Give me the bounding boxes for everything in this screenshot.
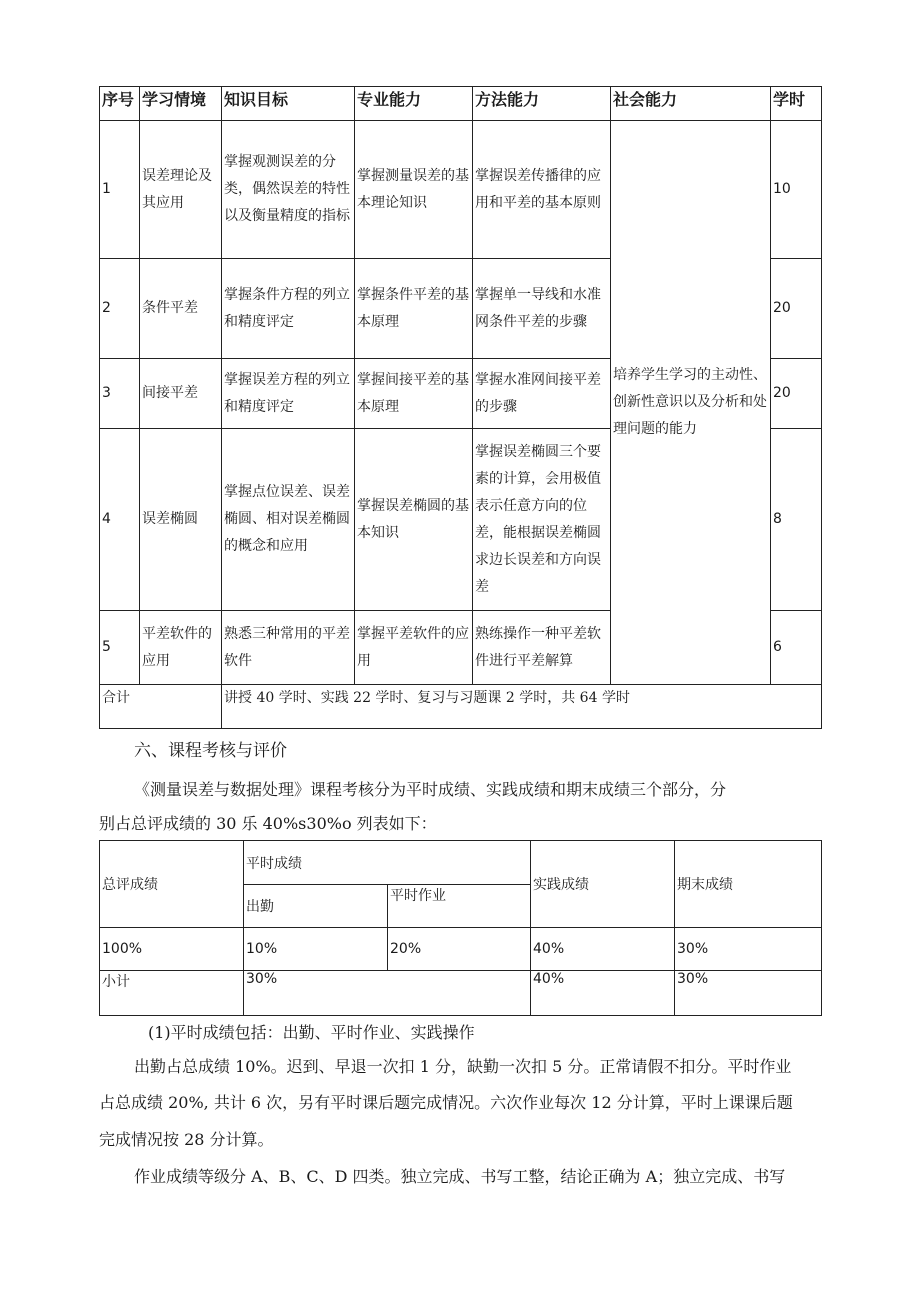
grading-table (99, 840, 822, 1016)
cell-attendance: 10% (244, 928, 388, 971)
row-knowledge: 掌握点位误差、误差椭圆、相对误差椭圆的概念和应用 (222, 429, 355, 611)
final-score-label: 期末成绩 (675, 841, 822, 928)
row-context: 误差理论及其应用 (140, 121, 222, 259)
row-method: 熟练操作一种平差软件进行平差解算 (473, 611, 611, 685)
header-professional: 专业能力 (355, 87, 473, 121)
row-method: 掌握水准网间接平差的步骤 (473, 359, 611, 429)
section-title: 六、课程考核与评价 (134, 741, 287, 761)
header-social: 社会能力 (611, 87, 771, 121)
row-professional: 掌握间接平差的基本原理 (355, 359, 473, 429)
total-score-label: 总评成绩 (100, 841, 244, 928)
header-context: 学习情境 (140, 87, 222, 121)
row-knowledge: 掌握观测误差的分类，偶然误差的特性以及衡量精度的指标 (222, 121, 355, 259)
row-method: 掌握单一导线和水准网条件平差的步骤 (473, 259, 611, 359)
row-context: 误差椭圆 (140, 429, 222, 611)
row-professional: 掌握测量误差的基本理论知识 (355, 121, 473, 259)
paragraph-2-line-2: 占总成绩 20%, 共计 6 次，另有平时课后题完成情况。六次作业每次 12 分计算，平时上课课后题 (99, 1093, 793, 1112)
header-hours: 学时 (771, 87, 822, 121)
table-row (100, 928, 822, 971)
header-no: 序号 (100, 87, 140, 121)
cell-usual-subtotal: 30% (244, 971, 531, 1016)
row-no: 4 (100, 429, 140, 611)
row-context: 间接平差 (140, 359, 222, 429)
row-professional: 掌握误差椭圆的基本知识 (355, 429, 473, 611)
cell-practice: 40% (531, 928, 675, 971)
row-no: 3 (100, 359, 140, 429)
paragraph-1: (1)平时成绩包括：出勤、平时作业、实践操作 (148, 1023, 475, 1042)
table-header-row (100, 87, 822, 121)
header-method: 方法能力 (473, 87, 611, 121)
row-knowledge: 掌握误差方程的列立和精度评定 (222, 359, 355, 429)
row-professional: 掌握条件平差的基本原理 (355, 259, 473, 359)
total-label: 合计 (100, 685, 222, 729)
social-ability-cell: 培养学生学习的主动性、创新性意识以及分析和处理问题的能力 (611, 121, 771, 685)
row-no: 5 (100, 611, 140, 685)
cell-subtotal-label: 小计 (100, 971, 244, 1016)
attendance-label: 出勤 (244, 885, 388, 928)
table-row (100, 121, 822, 259)
row-hours: 20 (771, 359, 822, 429)
usual-score-label: 平时成绩 (244, 841, 531, 885)
intro-line-2: 别占总评成绩的 30 乐 40%s30%o 列表如下： (99, 814, 437, 833)
total-row (100, 685, 822, 729)
row-knowledge: 掌握条件方程的列立和精度评定 (222, 259, 355, 359)
practice-score-label: 实践成绩 (531, 841, 675, 928)
table-row (100, 971, 822, 1016)
course-plan-table (99, 86, 822, 729)
row-no: 1 (100, 121, 140, 259)
intro-line-1: 《测量误差与数据处理》课程考核分为平时成绩、实践成绩和期末成绩三个部分，分 (134, 780, 727, 799)
row-method: 掌握误差传播律的应用和平差的基本原则 (473, 121, 611, 259)
cell-final: 30% (675, 928, 822, 971)
row-context: 平差软件的应用 (140, 611, 222, 685)
row-hours: 20 (771, 259, 822, 359)
row-professional: 掌握平差软件的应用 (355, 611, 473, 685)
total-hours-text: 讲授 40 学时、实践 22 学时、复习与习题课 2 学时，共 64 学时 (222, 685, 822, 729)
homework-label: 平时作业 (388, 885, 531, 928)
paragraph-2-line-3: 完成情况按 28 分计算。 (99, 1130, 274, 1149)
row-method: 掌握误差椭圆三个要素的计算，会用极值表示任意方向的位差，能根据误差椭圆求边长误差和方向误差 (473, 429, 611, 611)
row-hours: 6 (771, 611, 822, 685)
header-knowledge: 知识目标 (222, 87, 355, 121)
cell-final-subtotal: 30% (675, 971, 822, 1016)
paragraph-2-line-1: 出勤占总成绩 10%。迟到、早退一次扣 1 分，缺勤一次扣 5 分。正常请假不扣分。平时作业 (134, 1057, 792, 1076)
paragraph-3-line-1: 作业成绩等级分 A、B、C、D 四类。独立完成、书写工整，结论正确为 A；独立完成、书写 (134, 1167, 786, 1186)
cell-practice-subtotal: 40% (531, 971, 675, 1016)
cell-total: 100% (100, 928, 244, 971)
cell-homework: 20% (388, 928, 531, 971)
row-knowledge: 熟悉三种常用的平差软件 (222, 611, 355, 685)
row-hours: 10 (771, 121, 822, 259)
row-context: 条件平差 (140, 259, 222, 359)
row-hours: 8 (771, 429, 822, 611)
row-no: 2 (100, 259, 140, 359)
